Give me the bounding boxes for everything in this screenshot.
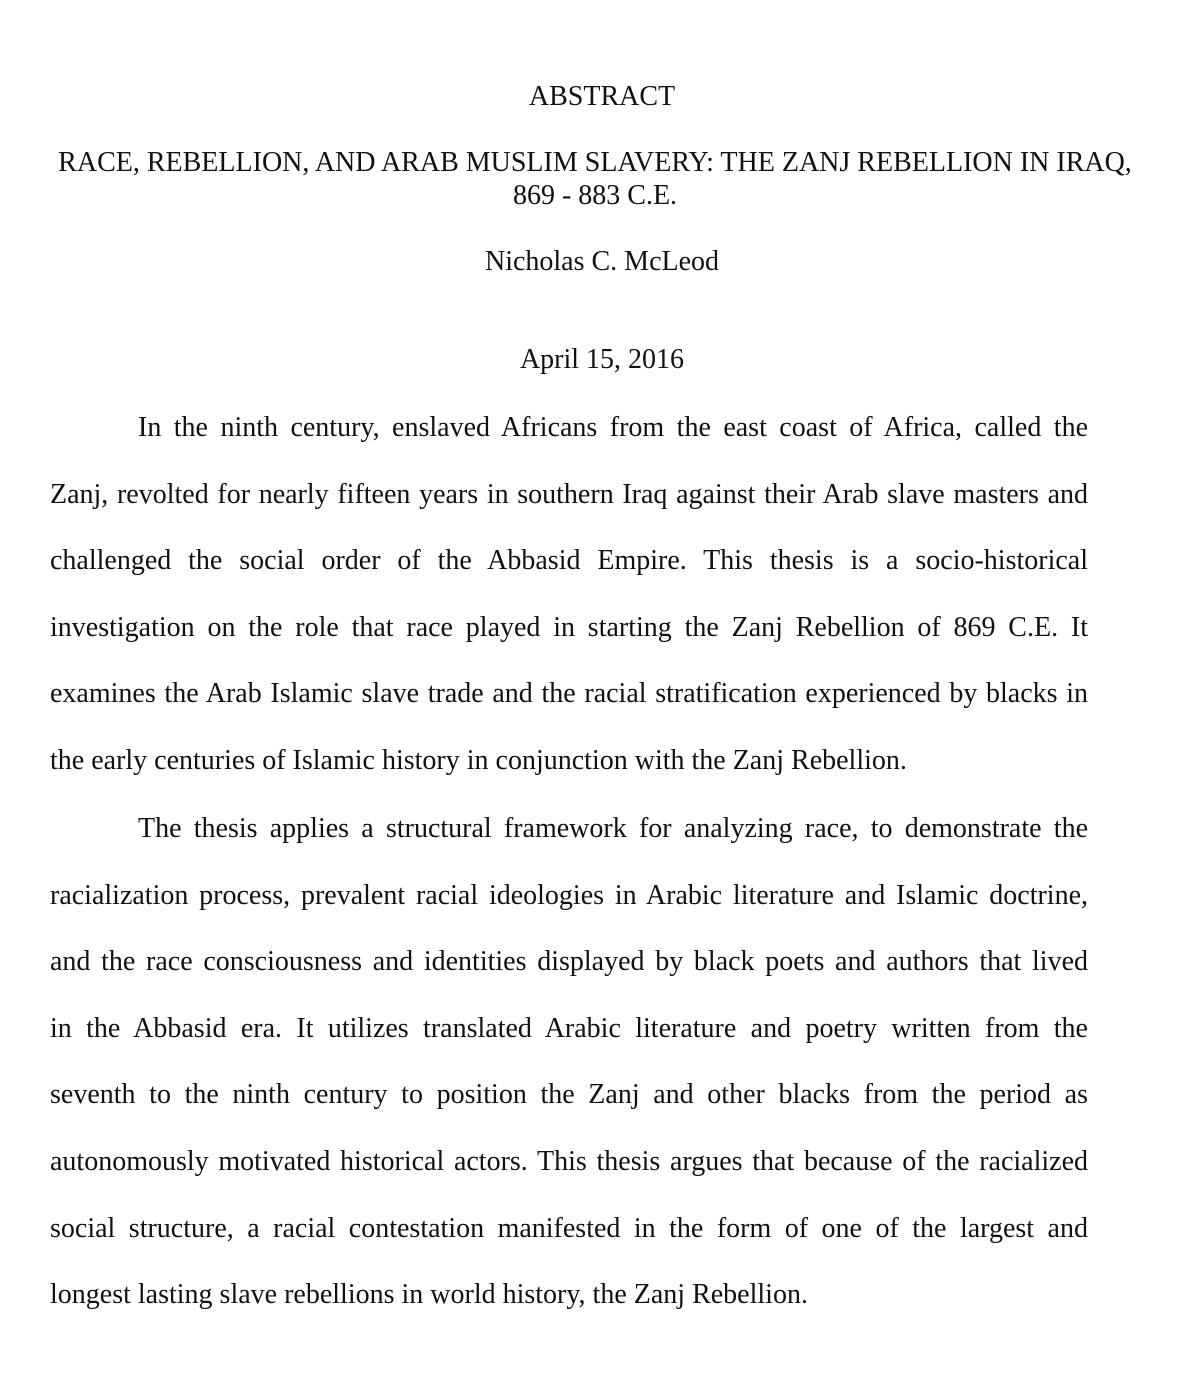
paragraph-line: The thesis applies a structural framework for analyzing race, to demonstrate the xyxy=(138,813,1088,844)
abstract-paragraph-2 xyxy=(50,796,1088,1329)
paragraph-line: longest lasting slave rebellions in world history, the Zanj Rebellion. xyxy=(50,1279,808,1311)
paragraph-line: investigation on the role that race played in starting the Zanj Rebellion of 869 C.E. It xyxy=(50,611,1088,643)
paragraph-line: challenged the social order of the Abbasid Empire. This thesis is a socio-historical xyxy=(50,545,1088,577)
paragraph-line: seventh to the ninth century to position the Zanj and other blacks from the period as xyxy=(50,1079,1088,1111)
abstract-heading: ABSTRACT xyxy=(528,81,676,112)
paragraph-line: the early centuries of Islamic history in conjunction with the Zanj Rebellion. xyxy=(50,744,907,776)
paragraph-line: examines the Arab Islamic slave trade and the racial stratification experienced by blacks in xyxy=(50,678,1088,710)
paragraph-line: social structure, a racial contestation manifested in the form of one of the largest and xyxy=(50,1212,1088,1244)
paragraph-line: racialization process, prevalent racial ideologies in Arabic literature and Islamic doctrine, xyxy=(50,879,1088,911)
author-name: Nicholas C. McLeod xyxy=(484,246,720,277)
thesis-title: RACE, REBELLION, AND ARAB MUSLIM SLAVERY: THE ZANJ REBELLION IN IRAQ, 869 - 883 C.E. xyxy=(58,147,1132,211)
paragraph-line: and the race consciousness and identities displayed by black poets and authors that lived xyxy=(50,946,1088,978)
thesis-date: April 15, 2016 xyxy=(519,344,685,375)
paragraph-line: autonomously motivated historical actors. This thesis argues that because of the racialized xyxy=(50,1145,1088,1177)
abstract-paragraph-1 xyxy=(50,395,1088,795)
paragraph-line: in the Abbasid era. It utilizes translated Arabic literature and poetry written from the xyxy=(50,1012,1088,1044)
paragraph-line: In the ninth century, enslaved Africans from the east coast of Africa, called the xyxy=(138,412,1088,443)
paragraph-line: Zanj, revolted for nearly fifteen years in southern Iraq against their Arab slave masters and xyxy=(50,478,1088,510)
